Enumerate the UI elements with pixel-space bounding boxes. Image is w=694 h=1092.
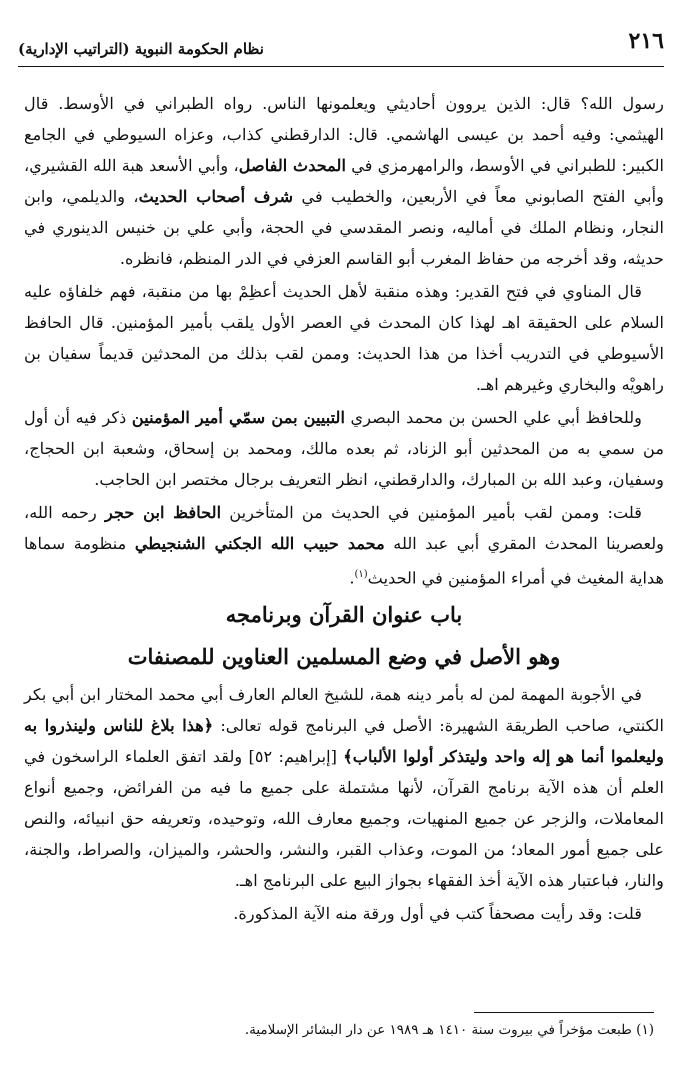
footnote-rule — [474, 1012, 654, 1013]
footnote: (١) طبعت مؤخراً في بيروت سنة ١٤١٠ هـ ١٩٨٩ عن دار البشائر الإسلامية. — [244, 1022, 654, 1038]
text-run: رسول الله؟ قال: الذين يروون أحاديثي ويعلمونها الناس. رواه الطبراني في الأوسط. قال الهيثمي: وفيه أحمد بن عيسى الهاشمي. قال: الدارقطني كذاب، وعزاه السيوطي في الجامع الكبير: للطبراني في الأوسط، والرامهرمزي في — [24, 94, 665, 175]
bold-run: شرف أصحاب الحديث — [138, 187, 294, 206]
header-rule — [18, 66, 664, 67]
text-run: ، والديلمي، وابن النجار، ونظام الملك في أماليه، ونصر المقدسي في الحجة، وأبي علي بن خنيس الدينوري في حديثه، وقد أخرجه من حفاظ المغرب أبو القاسم العزفي في الدر المنظم، فانظره. — [24, 187, 664, 268]
section-heading: باب عنوان القرآن وبرنامجه — [225, 602, 463, 628]
section-subheading: وهو الأصل في وضع المسلمين العناوين للمصنفات — [127, 644, 561, 670]
paragraph-4 — [24, 497, 664, 593]
text-run: وللحافظ أبي علي الحسن بن محمد البصري — [344, 408, 643, 427]
text-run: رحمه الله، ولعصرينا المحدث المقري أبي عبد الله — [24, 503, 665, 553]
page-header — [18, 28, 664, 68]
paragraph-1 — [24, 88, 664, 274]
text-run: في الأجوبة المهمة لمن له بأمر دينه همة، للشيخ العالم العارف أبي محمد المختار ابن أبي بكر الكنتي، صاحب الطريقة الشهيرة: الأصل في البرنامج قوله تعالى: — [24, 685, 664, 736]
page-number: ٢١٦ — [628, 28, 664, 54]
quran-verse: ﴿هذا بلاغ للناس ولينذروا به وليعلموا أنما هو إله واحد وليتذكر أولوا الألباب﴾ — [24, 716, 664, 767]
text-run: [إبراهيم: ٥٢] ولقد اتفق العلماء الراسخون في العلم أن هذه الآية برنامج القرآن، لأنها مشتملة على جميع ما فيه من الفرائض، وجميع أنواع المعاملات، والزجر عن جميع المنهيات، وجميع معارف الله، وتوحيده، وتعريفه حق انبيائه، والنص على جميع أمور المعاد؛ من الموت، وعذاب القبر، والنشر، والحشر، والميزان، والصراط، والجنة، والنار، فباعتبار هذه الآية أخذ الفقهاء بجواز البيع على البرنامج اهـ. — [24, 747, 664, 891]
bold-run: التبيين بمن سمّي أمير المؤمنين — [131, 408, 345, 427]
bold-run: الحافظ ابن حجر — [105, 503, 222, 522]
paragraph-5 — [24, 679, 664, 896]
footnote-ref: (١) — [354, 569, 368, 580]
text-run: منظومة سماها هداية المغيث في أمراء المؤمنين في الحديث — [24, 534, 664, 588]
paragraph-6: قلت: وقد رأيت مصحفاً كتب في أول ورقة منه الآية المذكورة. — [233, 904, 642, 924]
page-body — [24, 88, 664, 931]
text-run: . — [349, 568, 355, 588]
text-run: ذكر فيه أن أول من سمي به من المحدثين أبو الزناد، ثم بعده مالك، ومحمد بن إسحاق، وشعبة ابن الحجاج، وسفيان، وعبد الله بن المبارك، والدارقطني، انظر التعريف برجال مختصر ابن الحاجب. — [24, 408, 664, 489]
running-title: نظام الحكومة النبوية (التراتيب الإدارية) — [18, 40, 264, 58]
paragraph-2: قال المناوي في فتح القدير: وهذه منقبة لأهل الحديث أعظِمْ بها من منقبة، فهم خلفاؤه عليه السلام على الحقيقة اهـ لهذا كان المحدث في العصر الأول يلقب بأمير المؤمنين. قال الحافظ الأسيوطي في التدريب أخذا من هذا الحديث: وممن لقب بذلك من المحدثين قديماً سفيان بن راهويْه والبخاري وغيرهم اهـ. — [24, 282, 664, 394]
bold-run: محمد حبيب الله الجكني الشنجيطي — [134, 534, 385, 553]
text-run: ، وأبي الأسعد هبة الله القشيري، وأبي الفتح الصابوني معاً في الأربعين، والخطيب في — [24, 156, 664, 206]
text-run: قلت: وممن لقب بأمير المؤمنين في الحديث من المتأخرين — [221, 503, 642, 522]
paragraph-3 — [24, 402, 664, 495]
bold-run: المحدث الفاصل — [238, 156, 346, 175]
